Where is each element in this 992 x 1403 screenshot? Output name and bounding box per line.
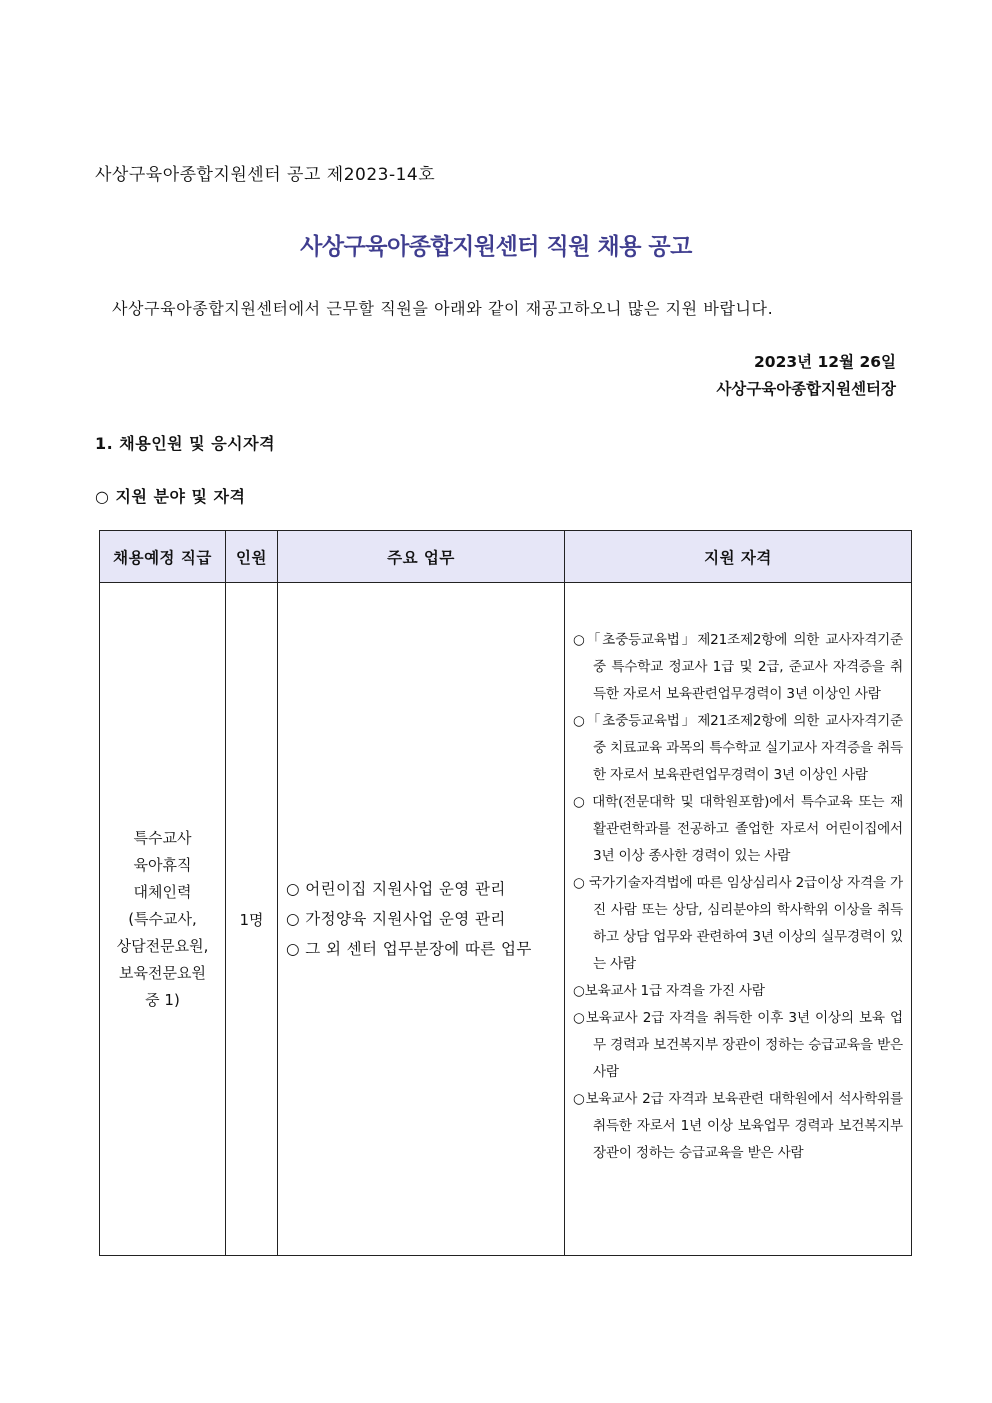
qualification-item: ○ 국가기술자격법에 따른 임상심리사 2급이상 자격을 가진 사람 또는 상담, 심리분야의 학사학위 이상을 취득하고 상담 업무와 관련하여 3년 이상의 실무경력이 있는 사람 xyxy=(573,875,903,972)
position-line: (특수교사, xyxy=(128,909,197,928)
position-line: 보육전문요원 xyxy=(119,963,206,982)
position-line: 육아휴직 xyxy=(133,855,192,874)
header-duties: 주요 업무 xyxy=(278,531,565,583)
duty-item: ○ 어린이집 지원사업 운영 관리 xyxy=(286,880,506,898)
page-title: 사상구육아종합지원센터 직원 채용 공고 xyxy=(300,234,692,260)
recruitment-table xyxy=(99,530,912,1256)
notice-number: 사상구육아종합지원센터 공고 제2023-14호 xyxy=(95,165,436,185)
table-header-row xyxy=(100,531,912,583)
position-line: 상담전문요원, xyxy=(116,936,209,955)
duties-cell xyxy=(278,583,565,1256)
qualifications-cell xyxy=(565,583,912,1256)
intro-text: 사상구육아종합지원센터에서 근무할 직원을 아래와 같이 재공고하오니 많은 지원 바랍니다. xyxy=(112,299,774,318)
section-heading: 1. 채용인원 및 응시자격 xyxy=(95,434,276,453)
qualification-item: ○ 대학(전문대학 및 대학원포함)에서 특수교육 또는 재활관련학과를 전공하고 졸업한 자로서 어린이집에서 3년 이상 종사한 경력이 있는 사람 xyxy=(573,794,903,864)
qualification-item: ○「초중등교육법」제21조제2항에 의한 교사자격기준 중 특수학교 정교사 1급 및 2급, 준교사 자격증을 취득한 자로서 보육관련업무경력이 3년 이상인 사람 xyxy=(573,632,903,702)
duty-item: ○ 그 외 센터 업무분장에 따른 업무 xyxy=(286,940,532,958)
qualification-item: ○「초중등교육법」제21조제2항에 의한 교사자격기준 중 치료교육 과목의 특수학교 실기교사 자격증을 취득한 자로서 보육관련업무경력이 3년 이상인 사람 xyxy=(573,713,903,783)
position-line: 대체인력 xyxy=(133,882,192,901)
signer: 사상구육아종합지원센터장 xyxy=(716,380,896,398)
qualification-item: ○보육교사 2급 자격과 보육관련 대학원에서 석사학위를 취득한 자로서 1년 이상 보육업무 경력과 보건복지부장관이 정하는 승급교육을 받은 사람 xyxy=(573,1091,903,1161)
position-cell xyxy=(100,583,226,1256)
position-line: 중 1) xyxy=(145,990,180,1009)
qualification-item: ○보육교사 2급 자격을 취득한 이후 3년 이상의 보육 업무 경력과 보건복지부 장관이 정하는 승급교육을 받은 사람 xyxy=(573,1010,903,1080)
table-row xyxy=(100,583,912,1256)
count-cell: 1명 xyxy=(226,583,278,1256)
header-qualifications: 지원 자격 xyxy=(565,531,912,583)
section-subheading: ○ 지원 분야 및 자격 xyxy=(95,487,246,506)
header-count: 인원 xyxy=(226,531,278,583)
duty-item: ○ 가정양육 지원사업 운영 관리 xyxy=(286,910,506,928)
notice-date: 2023년 12월 26일 xyxy=(754,353,896,371)
qualification-item: ○보육교사 1급 자격을 가진 사람 xyxy=(573,983,765,999)
header-position: 채용예정 직급 xyxy=(100,531,226,583)
position-line: 특수교사 xyxy=(133,828,192,847)
